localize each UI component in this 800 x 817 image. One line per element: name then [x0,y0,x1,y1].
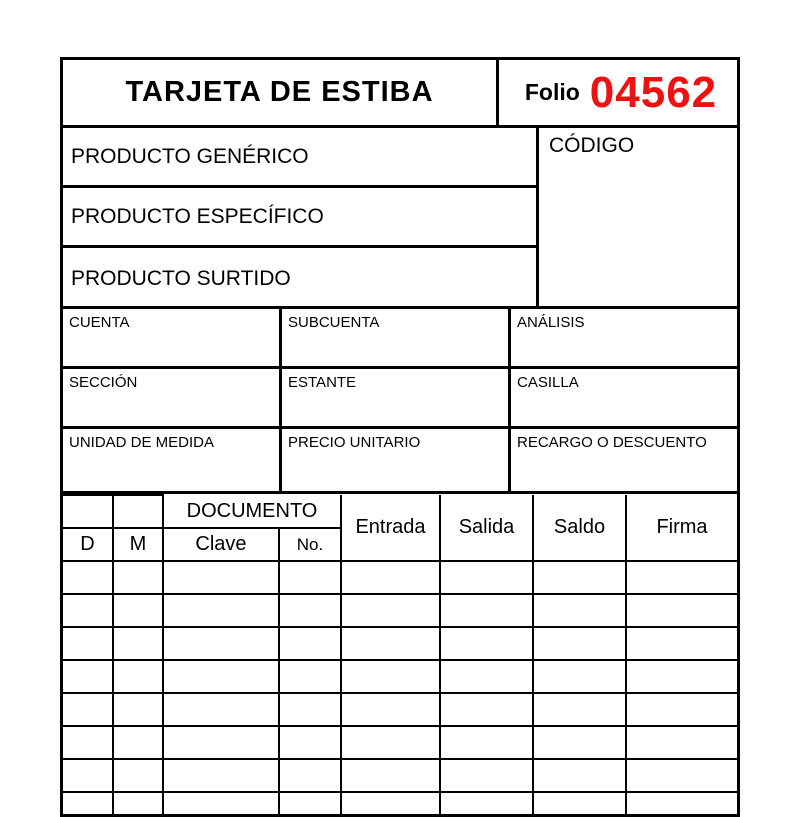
table-cell[interactable] [626,759,737,792]
header-clave: Clave [163,528,279,561]
table-cell[interactable] [341,660,440,693]
ledger-table [63,494,737,817]
field-recargo-o-descuento[interactable] [511,429,737,491]
table-row [63,726,737,759]
table-cell[interactable] [63,693,113,726]
title-row [63,60,737,128]
table-cell[interactable] [626,561,737,594]
table-cell[interactable] [279,594,341,627]
table-cell[interactable] [341,759,440,792]
field-unidad-de-medida-label: UNIDAD DE MEDIDA [69,434,215,452]
table-row [63,627,737,660]
fields-grid [63,309,737,494]
field-analisis-label: ANÁLISIS [517,314,585,331]
table-cell[interactable] [163,660,279,693]
table-cell[interactable] [626,627,737,660]
table-cell[interactable] [626,726,737,759]
field-seccion-label: SECCIÓN [69,374,138,392]
table-cell[interactable] [113,561,163,594]
table-cell[interactable] [113,759,163,792]
table-cell[interactable] [533,726,626,759]
table-cell[interactable] [163,759,279,792]
field-producto-surtido-label: PRODUCTO SURTIDO [71,266,291,290]
table-header-row-1 [63,495,737,528]
table-cell[interactable] [626,660,737,693]
table-cell[interactable] [113,627,163,660]
field-subcuenta-label: SUBCUENTA [288,314,380,331]
folio-cell [499,60,737,125]
table-cell[interactable] [533,627,626,660]
field-producto-generico-label: PRODUCTO GENÉRICO [71,144,309,168]
field-casilla-label: CASILLA [517,374,579,392]
table-row [63,792,737,817]
table-cell[interactable] [533,792,626,817]
field-analisis[interactable] [511,309,737,369]
table-cell[interactable] [440,627,533,660]
table-cell[interactable] [341,726,440,759]
header-numero: No. [279,528,341,561]
table-cell[interactable] [279,693,341,726]
table-cell[interactable] [113,693,163,726]
table-row [63,660,737,693]
field-seccion[interactable] [63,369,279,429]
table-row [63,594,737,627]
table-cell[interactable] [63,759,113,792]
table-row [63,759,737,792]
table-cell[interactable] [63,726,113,759]
table-cell[interactable] [113,660,163,693]
field-casilla[interactable] [511,369,737,429]
fields-column-1 [63,309,282,491]
table-cell[interactable] [533,561,626,594]
header-saldo: Saldo [533,495,626,561]
field-recargo-o-descuento-label: RECARGO O DESCUENTO [517,434,707,452]
header-entrada: Entrada [341,495,440,561]
page-title: TARJETA DE ESTIBA [125,76,434,108]
table-cell[interactable] [626,693,737,726]
table-cell[interactable] [440,693,533,726]
field-unidad-de-medida[interactable] [63,429,279,491]
table-cell[interactable] [163,726,279,759]
table-cell[interactable] [440,726,533,759]
field-producto-generico[interactable] [63,128,539,188]
field-codigo[interactable] [539,128,737,309]
ledger-table-wrap [63,494,737,817]
table-cell[interactable] [113,726,163,759]
table-cell[interactable] [341,627,440,660]
field-codigo-label: CÓDIGO [549,134,635,157]
header-blank-m [113,495,163,528]
table-cell[interactable] [533,693,626,726]
table-cell[interactable] [341,561,440,594]
tarjeta-de-estiba-card [60,57,740,817]
field-producto-surtido[interactable] [63,248,539,309]
table-cell[interactable] [341,693,440,726]
table-cell[interactable] [279,660,341,693]
table-cell[interactable] [341,594,440,627]
title-cell [63,60,499,125]
field-cuenta[interactable] [63,309,279,369]
table-cell[interactable] [279,627,341,660]
table-cell[interactable] [440,792,533,817]
table-cell[interactable] [533,594,626,627]
fields-column-3 [511,309,737,491]
table-cell[interactable] [533,759,626,792]
table-cell[interactable] [63,660,113,693]
header-documento: DOCUMENTO [163,495,341,528]
table-row [63,561,737,594]
table-cell[interactable] [163,627,279,660]
table-cell[interactable] [440,660,533,693]
fields-column-2 [282,309,511,491]
table-cell[interactable] [163,561,279,594]
header-salida: Salida [440,495,533,561]
table-cell[interactable] [279,726,341,759]
folio-number: 04562 [589,67,718,117]
table-cell[interactable] [279,792,341,817]
table-cell[interactable] [63,792,113,817]
header-blank-d [63,495,113,528]
table-cell[interactable] [63,561,113,594]
table-cell[interactable] [63,594,113,627]
field-producto-especifico[interactable] [63,188,539,248]
table-cell[interactable] [163,693,279,726]
field-precio-unitario-label: PRECIO UNITARIO [288,434,421,452]
header-mes: M [113,528,163,561]
ledger-table-head [63,495,737,561]
header-firma: Firma [626,495,737,561]
header-dia: D [63,528,113,561]
table-cell[interactable] [279,561,341,594]
table-cell[interactable] [626,594,737,627]
field-precio-unitario[interactable] [282,429,508,491]
table-cell[interactable] [163,792,279,817]
field-estante[interactable] [282,369,508,429]
table-row [63,693,737,726]
table-cell[interactable] [113,594,163,627]
field-subcuenta[interactable] [282,309,508,369]
table-cell[interactable] [63,627,113,660]
folio-label: Folio [524,79,580,105]
field-producto-especifico-label: PRODUCTO ESPECÍFICO [71,204,324,228]
field-cuenta-label: CUENTA [69,314,130,331]
table-cell[interactable] [163,594,279,627]
table-cell[interactable] [279,759,341,792]
field-estante-label: ESTANTE [288,374,357,392]
table-cell[interactable] [440,594,533,627]
product-block [63,128,737,309]
table-cell[interactable] [626,792,737,817]
table-cell[interactable] [440,759,533,792]
table-cell[interactable] [440,561,533,594]
table-cell[interactable] [341,792,440,817]
table-cell[interactable] [113,792,163,817]
ledger-table-body [63,561,737,817]
table-cell[interactable] [533,660,626,693]
